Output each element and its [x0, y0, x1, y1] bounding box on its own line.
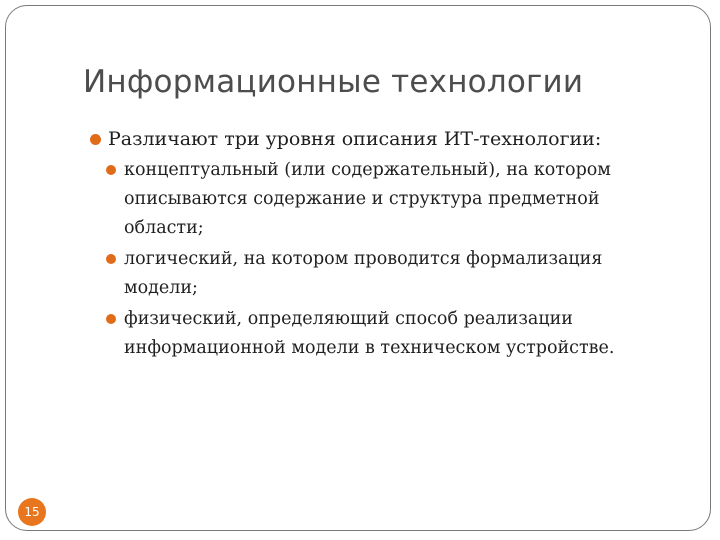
- sub-bullet-item-physical: [106, 305, 664, 363]
- sub-point-text: логический, на котором проводится формализация модели;: [124, 249, 603, 298]
- bullet-dot-icon: [106, 314, 116, 324]
- slide-content: [90, 124, 690, 363]
- slide-title: Информационные технологии: [83, 64, 584, 100]
- sub-bullet-item-logical: [106, 245, 664, 303]
- sub-point-text: концептуальный (или содержательный), на котором описываются содержание и структура предметной области;: [124, 160, 611, 238]
- sub-bullet-item-conceptual: [106, 156, 664, 243]
- slide: [5, 5, 711, 531]
- sub-point-text: физический, определяющий способ реализации информационной модели в техническом устройстве.: [124, 309, 615, 358]
- bullet-dot-icon: [90, 134, 101, 145]
- bullet-dot-icon: [106, 254, 116, 264]
- page-number-badge: 15: [18, 498, 46, 526]
- bullet-dot-icon: [106, 165, 116, 175]
- main-bullet-item: [90, 124, 690, 154]
- main-point-text: Различают три уровня описания ИТ-технологии:: [108, 128, 602, 150]
